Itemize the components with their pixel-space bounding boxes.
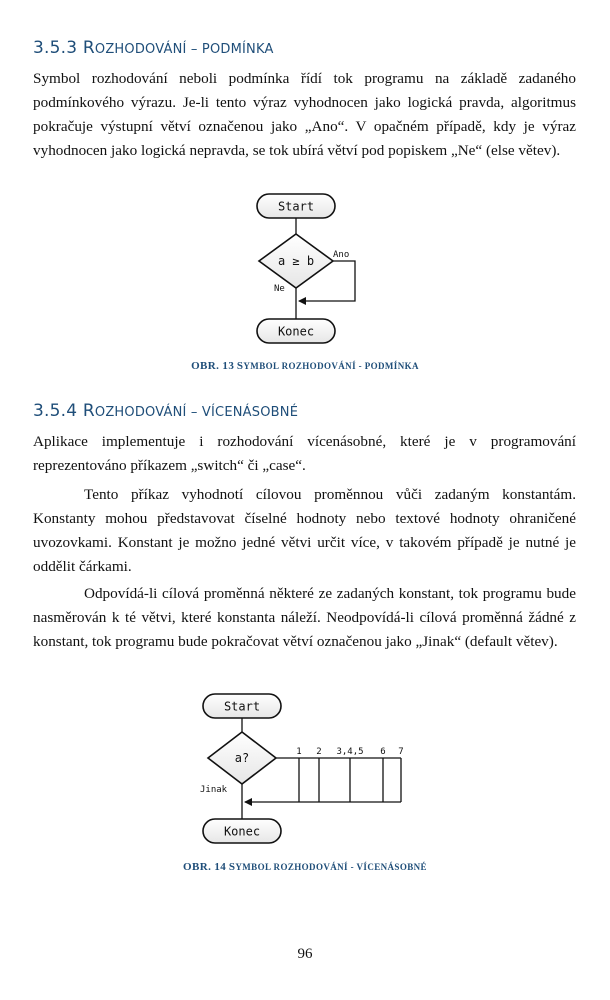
decision-diamond [259,234,333,288]
end-terminator [203,819,281,843]
section-number: 3.5.3 [33,38,78,58]
branch-lines [276,758,401,802]
branch-label: 2 [316,747,322,757]
condition-label: a ≥ b [277,254,315,268]
section-number: 3.5.4 [33,401,78,421]
section-title-rest: OZHODOVÁNÍ – PODMÍNKA [94,42,274,57]
caption-initial: S [228,861,236,873]
end-label: Konec [223,824,261,839]
start-label: Start [277,199,315,214]
section-title-initial: R [82,38,95,58]
section-title-initial: R [82,401,95,421]
start-terminator [257,194,335,218]
caption-word: YMBOL [243,361,279,371]
paragraph-switch-default: Odpovídá-li cílová proměnná některé ze zadaných konstant, tok programu bude nasměrován k té větvi, které konstanta náleží. Neodpovídá-li cílová proměnná žádné z konstant, tok programu bude pokračovat větví označenou jako „Jinak“ (default větev). [33,585,576,650]
figure-14-caption: OBR. 14 SYMBOL ROZHODOVÁNÍ - VÍCENÁSOBNÉ [183,861,427,873]
branch-label: 1 [296,747,302,757]
branch-label: 7 [398,747,404,757]
branch-labels [296,747,403,757]
caption-word: ROZHODOVÁNÍ [281,361,356,371]
default-label: Jinak [200,785,228,795]
caption-prefix: OBR. 13 [191,360,235,372]
section-heading-3-5-3 [33,38,274,58]
figure-13-caption: OBR. 13 SYMBOL ROZHODOVÁNÍ - PODMÍNKA [191,360,419,372]
end-label: Konec [277,324,315,339]
condition-label: a? [234,751,250,765]
section-heading-3-5-4 [33,401,298,421]
caption-word: ROZHODOVÁNÍ [273,862,348,872]
caption-word: YMBOL [235,862,271,872]
figure-14-flowchart [190,688,420,850]
paragraph-decision: Symbol rozhodování neboli podmínka řídí tok programu na základě zadaného podmínkového výrazu. Je-li tento výraz vyhodnocen jako logická pravda, algoritmus pokračuje výstupní větví označenou jako „Ano“. V opačném případě, kdy je výraz vyhodnocen jako logická nepravda, se tok ubírá větví pod popiskem „Ne“ (else větev). [33,70,576,159]
branch-label: 6 [380,747,386,757]
yes-label: Ano [333,250,350,260]
section-title-rest: OZHODOVÁNÍ – VÍCENÁSOBNÉ [94,405,299,420]
branch-label: 3,4,5 [336,747,364,757]
caption-word: PODMÍNKA [364,361,419,371]
no-label: Ne [274,284,285,294]
paragraph-switch-constants: Tento příkaz vyhodnotí cílovou proměnnou vůči zadaným konstantám. Konstanty mohou představovat číselné hodnoty nebo textové hodnoty ohraničené uvozovkami. Konstant je možno jedné větvi určit více, v takovém případě je nutné je oddělit čárkami. [33,486,576,575]
caption-initial: S [236,360,244,372]
figure-13-flowchart [240,188,380,350]
caption-word: VÍCENÁSOBNÉ [356,862,427,872]
decision-diamond [208,732,276,784]
paragraph-switch-intro: Aplikace implementuje i rozhodování vícenásobné, které je v programování reprezentováno příkazem „switch“ či „case“. [33,433,576,474]
page-number: 96 [297,946,313,962]
start-terminator [203,694,281,718]
start-label: Start [223,699,261,714]
caption-prefix: OBR. 14 [183,861,227,873]
end-terminator [257,319,335,343]
